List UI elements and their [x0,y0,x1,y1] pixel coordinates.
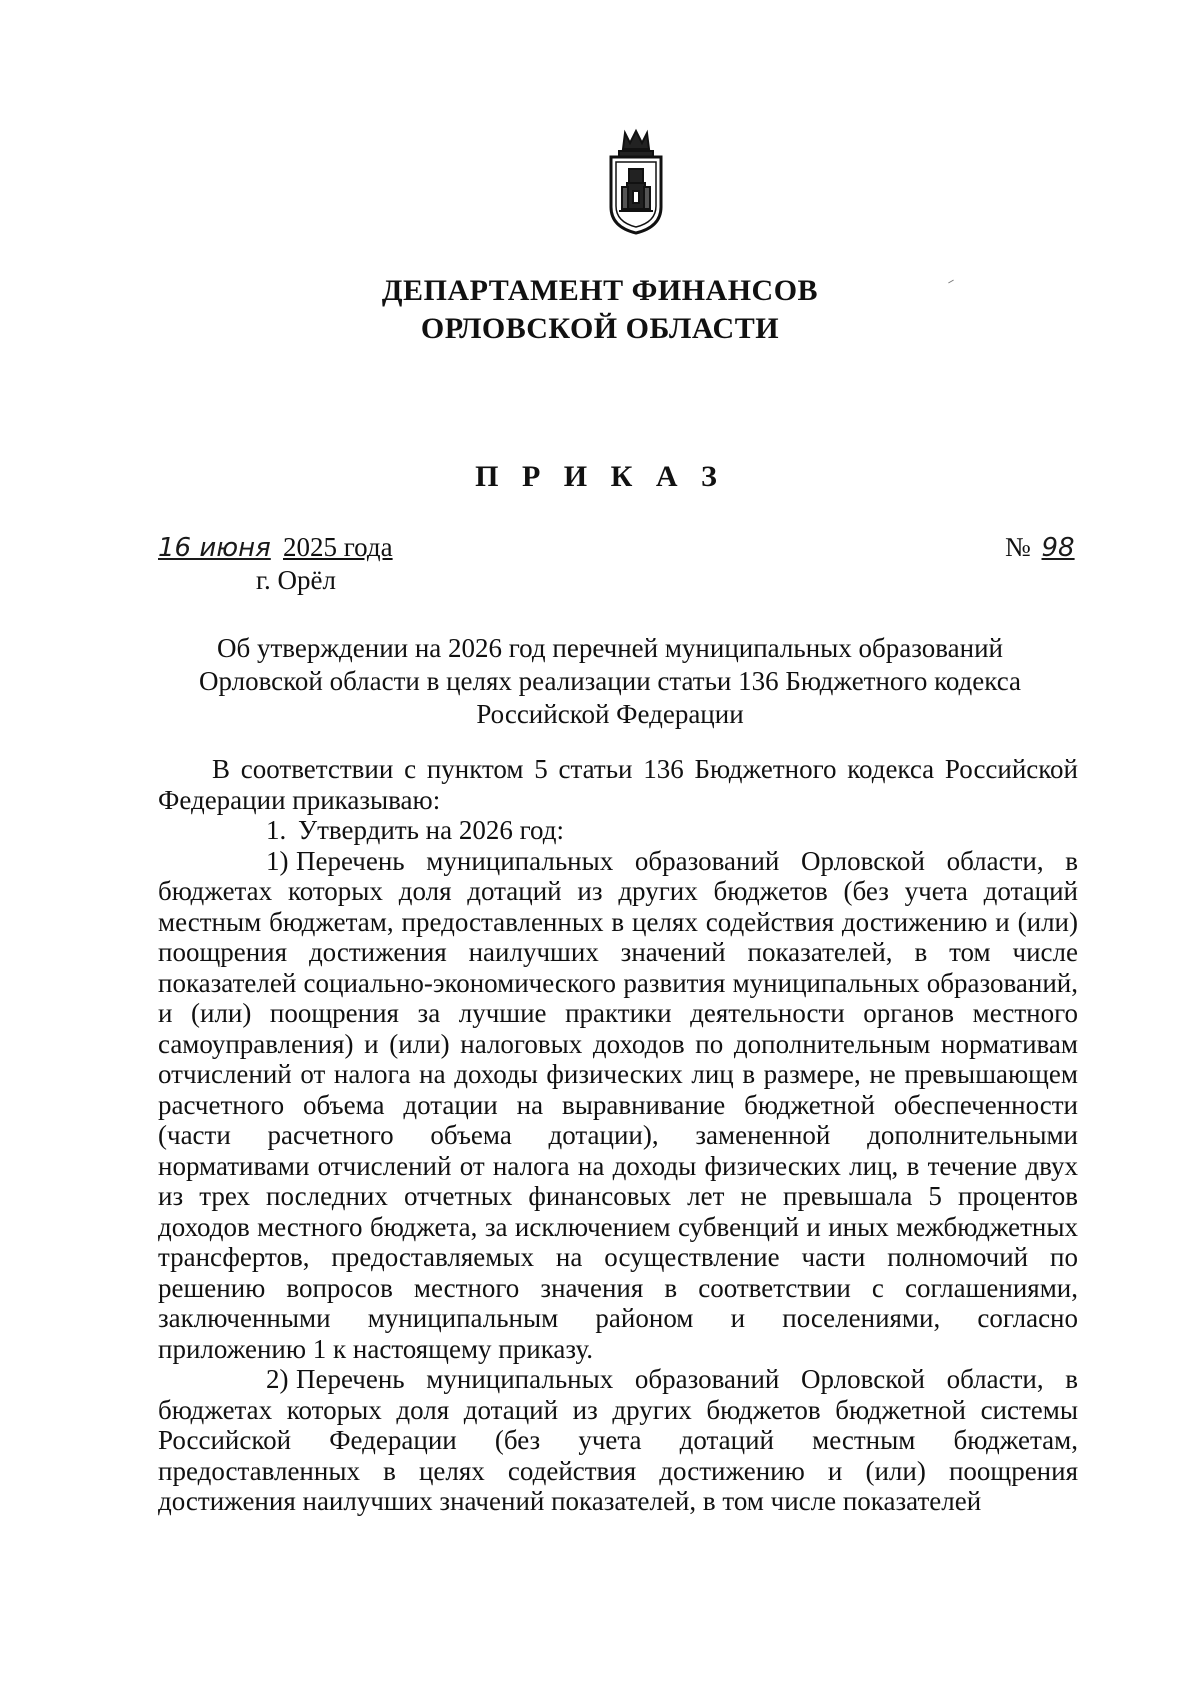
subitem-1-text: Перечень муниципальных образований Орловской области, в бюджетах которых доля дотаций из других бюджетов (без учета дотаций местным бюджетам, предоставленных в целях содействия достижению и (или) поощрения достижения наилучших значений показателей, в том числе показателей социально-экономического развития муниципальных образований, и (или) поощрения за лучшие практики деятельности органов местного самоуправления) и (или) налоговых доходов по дополнительным нормативам отчислений от налога на доходы физических лиц в размере, не превышающем расчетного объема дотации на выравнивание бюджетной обеспеченности (части расчетного объема дотации), замененной дополнительными нормативами отчислений от налога на доходы физических лиц, в течение двух из трех последних отчетных финансовых лет не превышала 5 процентов доходов местного бюджета, за исключением субвенций и иных межбюджетных трансфертов, предоставляемых на осуществление части полномочий по решению вопросов местного значения в соответствии с соглашениями, заключенными муниципальным районом и поселениями, согласно приложению 1 к настоящему приказу. [158,845,1078,1364]
handwritten-number: 98 [1041,533,1075,563]
number-prefix: № [1005,532,1031,562]
department-name-line1: ДЕПАРТАМЕНТ ФИНАНСОВ [381,274,819,307]
subject-line2: Орловской области в целях реализации статьи 136 Бюджетного кодекса [198,666,1022,696]
item-1-text: Утвердить на 2026 год: [298,815,564,845]
subitem-1 [158,846,1078,1365]
subject-line3: Российской Федерации [476,699,744,729]
date-year: 2025 года [283,532,393,562]
coat-of-arms-icon [597,127,675,235]
subitem-2-text: Перечень муниципальных образований Орловской области, в бюджетах которых доля дотаций из других бюджетов бюджетной системы Российской Федерации (без учета дотаций местным бюджетам, предоставленных в целях содействия достижению и (или) поощрения достижения наилучших значений показателей, в том числе показателей [158,1364,1078,1516]
handwritten-date: 16 июня [158,533,271,563]
subitem-2-number: 2) [266,1364,289,1394]
city: г. Орёл [256,565,336,595]
order-number [1005,532,1094,563]
subitem-2 [158,1364,1078,1517]
subitem-1-number: 1) [266,845,289,876]
department-name-line2: ОРЛОВСКОЙ ОБЛАСТИ [420,312,780,345]
item-1 [158,815,1078,846]
order-body [158,754,1078,1517]
preamble-paragraph: В соответствии с пунктом 5 статьи 136 Бюджетного кодекса Российской Федерации приказываю: [158,754,1078,815]
item-1-number: 1. [266,815,287,845]
subject-line1: Об утверждении на 2026 год перечней муниципальных образований [217,633,1003,663]
order-subject [150,632,1070,731]
document-type-title: П Р И К А З [475,460,725,493]
order-date [158,532,393,563]
